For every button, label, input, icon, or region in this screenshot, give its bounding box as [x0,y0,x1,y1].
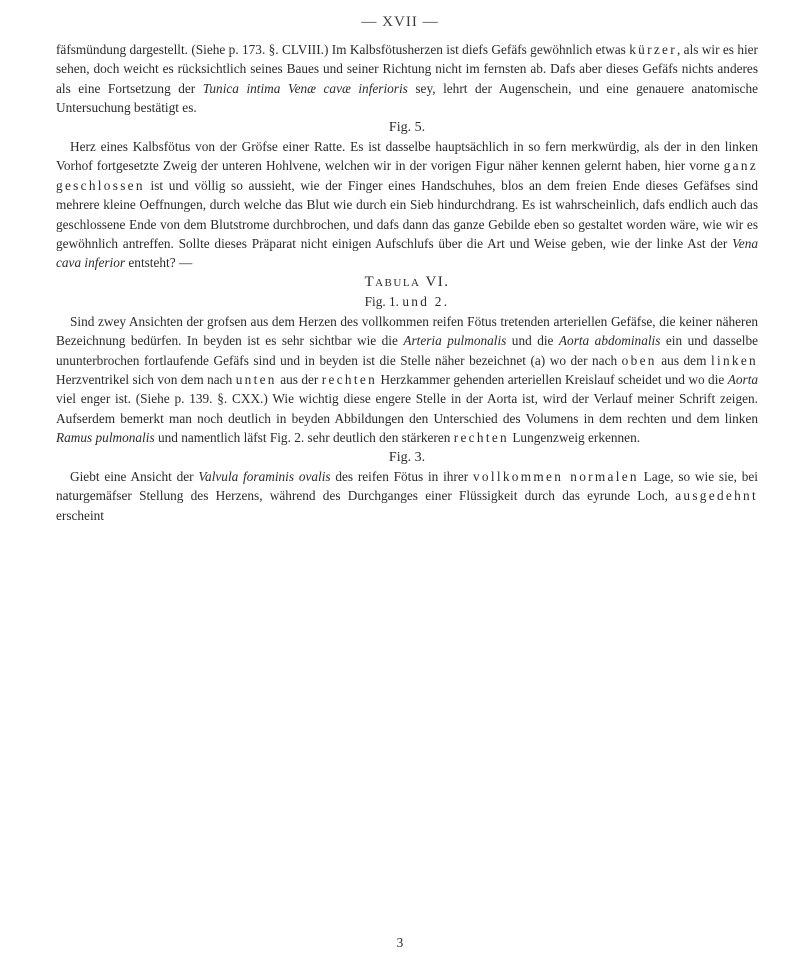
latin-term: Aorta abdominalis [558,333,661,349]
fig5-paragraph [56,137,758,273]
text-run: ein und dasselbe ununterbrochen fortlaufende Gefäfs sind und in beyden ist die Stelle näher bezeichnet (a) wo der nach [56,333,759,368]
text-run: Herzventrikel sich von dem nach [56,371,233,387]
tabula-heading: Tabula VI. [364,273,450,290]
fig3-paragraph [56,467,758,525]
text-run: des reifen Fötus in ihrer [335,468,469,484]
text-run: und namentlich läfst Fig. 2. sehr deutlich den stärkeren [157,430,451,446]
text-run: entsteht? — [128,255,193,271]
latin-term: Arteria pulmonalis [403,333,507,349]
spaced-text: rechten [453,430,509,446]
page-header: — XVII — [361,14,439,30]
fig-number: Fig. 1. [364,294,399,310]
fig3-label: Fig. 3. [388,449,426,465]
spaced-text: oben [621,352,657,368]
text-run: aus der [280,371,319,387]
spaced-text: linken [710,352,758,368]
text-run: Sind zwey Ansichten der grofsen aus dem Herzen des vollkommen reifen Fötus tretenden arteriellen Gefäfse, die keiner näheren Bezeichnung bedürfen. In beyden ist es sehr sichtbar wie die [56,313,758,349]
latin-term: Valvula foraminis ovalis [198,468,331,484]
text-run: und die [511,333,554,349]
fig12-paragraph [56,312,758,448]
text-run: , als wir es hier sehen, doch weicht es rücksichtlich seines Baues und seiner Richtung nicht im fernsten ab. Dafs aber dieses Gefäfs nichts anderes als eine Fortsetzung der [56,42,758,96]
text-run: Herzkammer gehenden arteriellen Kreislauf scheidet und wo die [380,371,725,387]
text-run: erscheint [56,507,104,523]
latin-term: Aorta [727,371,759,387]
latin-term: Vena cava inferior [56,236,758,271]
text-run: aus dem [661,352,707,368]
spaced-text: ganz geschlossen [56,158,758,193]
spaced-text: ausgedehnt [675,488,759,504]
fig-number-cont: und 2. [402,294,450,310]
spaced-text: vollkommen normalen [472,468,639,484]
text-run: fäfsmündung dargestellt. (Siehe p. 173. §. CLVIII.) Im Kalbsfötusherzen ist diefs Gefäfs gewöhnlich etwas [56,42,626,57]
latin-term: Ramus pulmonalis [56,430,155,446]
fig5-label: Fig. 5. [388,119,426,135]
text-run: sey, lehrt der Augenschein, und eine genauere anatomische Untersuchung bestätigt es. [56,80,759,116]
text-run: Lungenzweig erkennen. [512,430,641,446]
text-run: viel enger ist. (Siehe p. 139. §. CXX.) Wie wichtig diese engere Stelle in der Aorta ist, wird der Verlauf meiner Schrift zeigen. Aufserdem bemerkt man noch deutlich in beyden Abbildungen den Unterschied des Volumens in dem rechten und dem linken [56,391,758,426]
text-run: Giebt eine Ansicht der [70,468,194,484]
text-run: Herz eines Kalbsfötus von der Gröfse einer Ratte. Es ist dasselbe hauptsächlich in so fern merkwürdig, als der in den linken Vorhof fortgesetzte Zweig der unteren Hohlvene, welchen wir in der vorigen Figur näher kennen gelernt haben, hier vorne [56,139,758,174]
spaced-text: kürzer [629,42,677,57]
spaced-text: rechten [321,371,378,387]
intro-paragraph [56,40,758,118]
latin-term: Tunica intima Venæ cavæ inferioris [202,80,408,96]
fig12-label [56,292,758,311]
spaced-text: unten [235,371,277,387]
page-content [56,40,758,525]
text-run: ist und völlig so aussieht, wie der Finger eines Handschuhes, blos an dem freien Ende dieses Gefäfses sind mehrere kleine Oeffnungen, durch welche das Blut wie durch ein Sieb hindurchdrang. Es ist wahrscheinlich, dafs endlich auch das geschlossene Ende von dem Blutstrome durchbrochen, und dafs dann das ganze Gebilde eben so gestaltet worden wäre, wie wir es gewöhnlich antreffen. Sollte dieses Präparat nicht einigen Aufschlufs über die Art und Weise geben, wie der linke Ast der [56,177,758,252]
signature-mark: 3 [396,935,404,950]
text-run: Lage, so wie sie, bei naturgemäfser Stellung des Herzens, während des Durchganges einer Flüssigkeit durch das eyrunde Loch, [56,468,759,504]
